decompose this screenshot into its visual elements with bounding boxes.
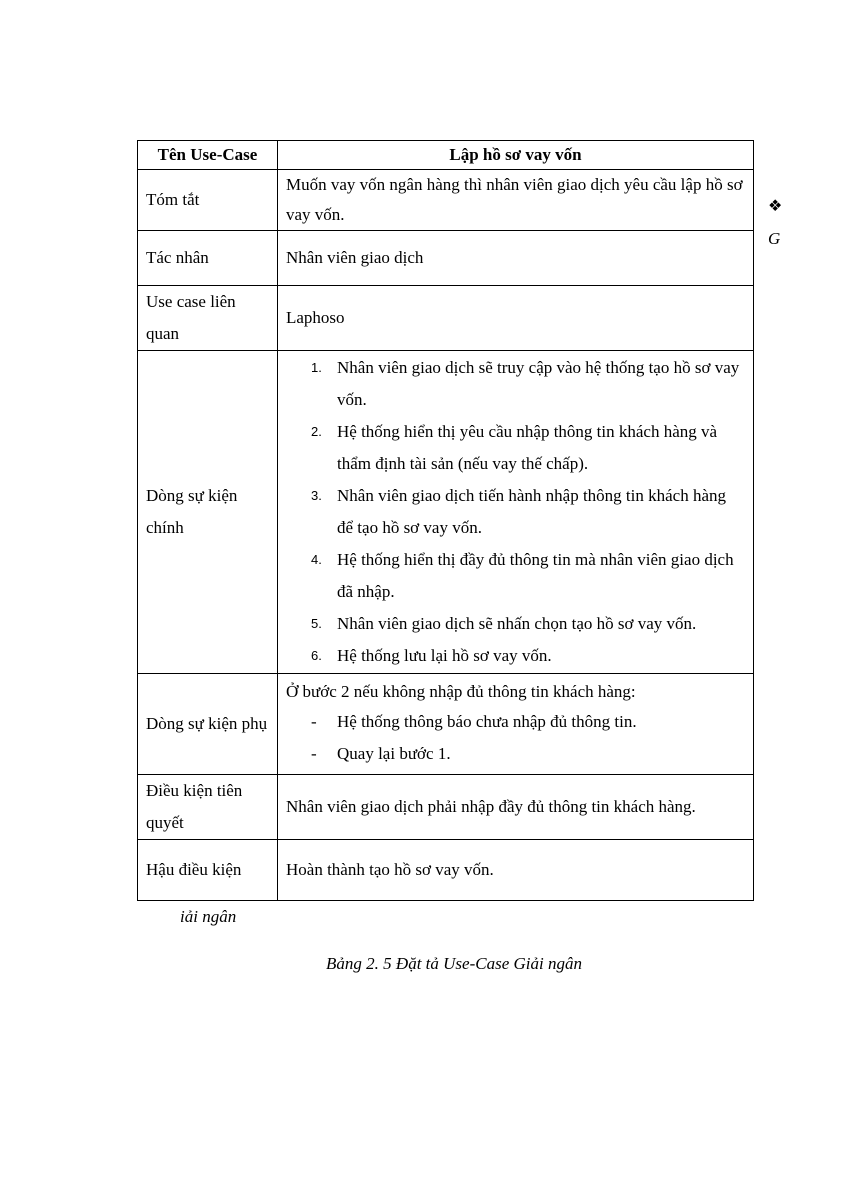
header-col1: Tên Use-Case <box>138 141 278 170</box>
list-item <box>286 706 745 738</box>
alt-item-text: Hệ thống thông báo chưa nhập đủ thông tin. <box>337 712 637 731</box>
alt-item-text: Quay lại bước 1. <box>337 744 451 763</box>
step-number: 1. <box>311 360 322 375</box>
row-actor <box>138 231 754 286</box>
table-caption: Bảng 2. 5 Đặt tả Use-Case Giải ngân <box>326 954 582 973</box>
list-item <box>286 738 745 770</box>
list-item <box>286 544 745 608</box>
step-number: 5. <box>311 616 322 631</box>
list-item <box>286 640 745 672</box>
main-flow-cell <box>278 351 754 674</box>
main-flow-steps <box>286 352 745 672</box>
step-number: 6. <box>311 648 322 663</box>
row-postcondition <box>138 840 754 901</box>
precondition-label: Điều kiện tiên quyết <box>138 775 278 840</box>
heading-fragment: iải ngân <box>180 907 237 926</box>
related-value: Laphoso <box>278 286 754 351</box>
dash-bullet: - <box>311 744 317 763</box>
step-text: Hệ thống hiển thị yêu cầu nhập thông tin khách hàng và thẩm định tài sản (nếu vay thế chấp). <box>337 422 718 473</box>
main-flow-label: Dòng sự kiện chính <box>138 351 278 674</box>
alt-flow-cell <box>278 674 754 775</box>
actor-label: Tác nhân <box>138 231 278 286</box>
step-number: 4. <box>311 552 322 567</box>
step-text: Nhân viên giao dịch sẽ nhấn chọn tạo hồ sơ vay vốn. <box>337 614 697 633</box>
postcondition-label: Hậu điều kiện <box>138 840 278 901</box>
step-number: 3. <box>311 488 322 503</box>
postcondition-value: Hoàn thành tạo hồ sơ vay vốn. <box>278 840 754 901</box>
list-item <box>286 480 745 544</box>
use-case-table <box>137 140 754 901</box>
alt-flow-intro: Ở bước 2 nếu không nhập đủ thông tin khách hàng: <box>286 682 636 701</box>
header-col2: Lập hồ sơ vay vốn <box>278 141 754 170</box>
list-item <box>286 352 745 416</box>
step-text: Nhân viên giao dịch tiến hành nhập thông tin khách hàng để tạo hồ sơ vay vốn. <box>337 486 727 537</box>
step-number: 2. <box>311 424 322 439</box>
step-text: Hệ thống lưu lại hồ sơ vay vốn. <box>337 646 552 665</box>
step-text: Hệ thống hiển thị đầy đủ thông tin mà nhân viên giao dịch đã nhập. <box>337 550 734 601</box>
diamond-bullet-icon: ❖ <box>768 196 783 215</box>
summary-label: Tóm tắt <box>138 170 278 231</box>
table-header-row <box>138 141 754 170</box>
row-main-flow <box>138 351 754 674</box>
alt-flow-items <box>286 706 745 770</box>
row-related <box>138 286 754 351</box>
row-summary <box>138 170 754 231</box>
summary-value: Muốn vay vốn ngân hàng thì nhân viên giao dịch yêu cầu lập hồ sơ vay vốn. <box>278 170 754 231</box>
row-precondition <box>138 775 754 840</box>
dash-bullet: - <box>311 712 317 731</box>
step-text: Nhân viên giao dịch sẽ truy cập vào hệ thống tạo hồ sơ vay vốn. <box>337 358 740 409</box>
precondition-value: Nhân viên giao dịch phải nhập đầy đủ thông tin khách hàng. <box>278 775 754 840</box>
list-item <box>286 416 745 480</box>
related-label: Use case liên quan <box>138 286 278 351</box>
actor-value: Nhân viên giao dịch <box>278 231 754 286</box>
alt-flow-label: Dòng sự kiện phụ <box>138 674 278 775</box>
list-item <box>286 608 745 640</box>
row-alt-flow <box>138 674 754 775</box>
overflow-heading-letter: G <box>768 229 781 248</box>
